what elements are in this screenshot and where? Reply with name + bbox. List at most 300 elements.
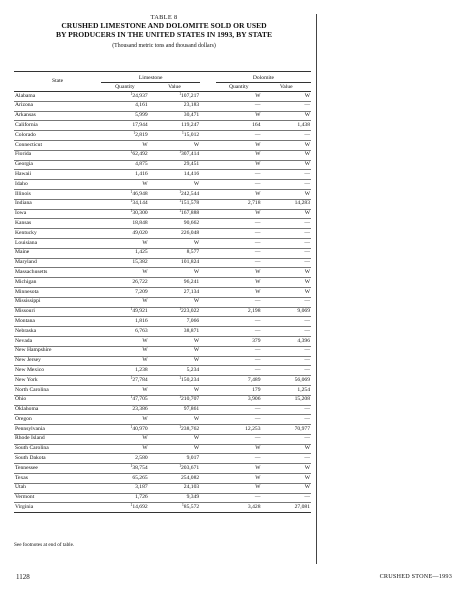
limestone-quantity-cell: [101, 405, 149, 415]
table-row: [14, 327, 311, 337]
limestone-quantity-cell: [101, 209, 149, 219]
dolomite-value-cell: [262, 160, 311, 170]
column-gap: [200, 248, 216, 258]
dolomite-value-cell: [262, 297, 311, 307]
dolomite-value-cell-value: —: [304, 406, 310, 413]
dolomite-value-cell-value: W: [304, 112, 310, 119]
dolomite-quantity-cell-value: —: [254, 415, 261, 422]
limestone-value-cell: [149, 287, 200, 297]
footnote-marker: 1: [130, 503, 133, 508]
column-gap: [200, 425, 216, 435]
table-row: [14, 160, 311, 170]
state-cell: [14, 131, 101, 141]
limestone-value-cell-value: 97,861: [183, 406, 200, 413]
state-cell: [14, 248, 101, 258]
table-row: [14, 219, 311, 229]
footnote-marker: 1: [179, 189, 181, 194]
limestone-quantity-cell-value: 6,763: [135, 327, 148, 334]
limestone-quantity-cell: [101, 111, 149, 121]
limestone-quantity-cell-value: 1,238: [135, 366, 148, 373]
limestone-value-cell-value: 7,066: [186, 317, 200, 324]
limestone-quantity-cell-value: 1,726: [135, 494, 148, 501]
limestone-value-cell-value: W: [193, 357, 200, 364]
dolomite-quantity-cell: [216, 229, 262, 239]
dolomite-value-cell: [262, 150, 311, 160]
column-gap: [200, 483, 216, 493]
dolomite-value-cell-value: —: [304, 317, 310, 324]
limestone-quantity-cell: [101, 503, 149, 513]
dolomite-value-cell: [262, 317, 311, 327]
state-cell-value: California: [15, 121, 38, 128]
limestone-quantity-cell: [101, 189, 149, 199]
state-cell: [14, 121, 101, 131]
dolomite-quantity-cell-value: —: [254, 298, 261, 305]
table-row: [14, 395, 311, 405]
column-gap: [200, 385, 216, 395]
limestone-value-cell: [149, 405, 200, 415]
state-cell-value: Maryland: [15, 259, 37, 266]
dolomite-quantity-cell-value: 3,906: [247, 396, 261, 403]
column-gap: [200, 101, 216, 111]
table-row: [14, 248, 311, 258]
state-cell-value: Michigan: [15, 278, 37, 285]
limestone-value-cell: [149, 199, 200, 209]
column-gap: [200, 199, 216, 209]
dolomite-quantity-cell-value: 12,253: [245, 425, 261, 432]
table-row: [14, 346, 311, 356]
column-gap: [200, 434, 216, 444]
column-gap: [200, 297, 216, 307]
limestone-quantity-cell-value: 40,970: [132, 425, 148, 432]
state-cell-value: New Hampshire: [15, 347, 52, 354]
table-row: [14, 454, 311, 464]
state-cell-value: Alabama: [15, 92, 36, 99]
limestone-quantity-cell: [101, 131, 149, 141]
limestone-value-cell-value: 150,234: [181, 376, 200, 383]
state-cell: [14, 425, 101, 435]
limestone-value-cell-value: 9,017: [186, 455, 200, 462]
limestone-value-cell: [149, 366, 200, 376]
dolomite-quantity-cell-value: —: [254, 455, 261, 462]
state-cell-value: New York: [15, 376, 38, 383]
limestone-value-cell-value: W: [193, 268, 200, 275]
limestone-quantity-cell-value: W: [142, 268, 148, 275]
state-cell: [14, 405, 101, 415]
dolomite-value-cell: [262, 180, 311, 190]
dolomite-value-cell-value: —: [304, 259, 310, 266]
footnote-marker: 1: [130, 189, 133, 194]
state-cell-value: South Dakota: [15, 455, 46, 462]
dolomite-value-cell-value: W: [304, 92, 310, 99]
state-cell-value: Louisiana: [15, 239, 38, 246]
dolomite-group-header: Dolomite: [216, 72, 311, 83]
column-gap: [200, 131, 216, 141]
dolomite-value-cell: [262, 376, 311, 386]
state-cell-value: Texas: [15, 474, 28, 481]
state-cell: [14, 268, 101, 278]
limestone-quantity-cell: [101, 385, 149, 395]
table-row: [14, 92, 311, 102]
column-gap: [200, 111, 216, 121]
dolomite-value-cell: [262, 327, 311, 337]
limestone-value-cell-value: 101,824: [181, 259, 200, 266]
footnote-marker: 1: [130, 209, 133, 214]
limestone-value-cell-value: W: [193, 386, 200, 393]
table-row: [14, 376, 311, 386]
dolomite-quantity-cell-value: —: [254, 357, 261, 364]
limestone-value-cell: [149, 268, 200, 278]
limestone-quantity-cell-value: 23,386: [132, 406, 148, 413]
column-gap: [200, 170, 216, 180]
dolomite-value-cell-value: W: [304, 484, 310, 491]
limestone-value-cell-value: W: [193, 337, 200, 344]
table-units-note: (Thousand metric tons and thousand dollars): [112, 43, 216, 49]
column-gap: [200, 219, 216, 229]
dolomite-quantity-cell: [216, 454, 262, 464]
state-cell: [14, 160, 101, 170]
footnote-marker: 1: [179, 375, 181, 380]
state-cell: [14, 385, 101, 395]
state-cell-value: Iowa: [15, 210, 27, 217]
limestone-value-cell-value: W: [193, 415, 200, 422]
limestone-value-cell-value: 96,241: [183, 278, 200, 285]
limestone-value-cell: [149, 356, 200, 366]
state-cell-value: Pennsylvania: [15, 425, 45, 432]
dolomite-value-cell: [262, 189, 311, 199]
limestone-value-cell: [149, 111, 200, 121]
limestone-value-cell: [149, 140, 200, 150]
dolomite-value-cell-value: —: [304, 249, 310, 256]
dolomite-value-cell: [262, 434, 311, 444]
dolomite-quantity-cell: [216, 258, 262, 268]
limestone-value-cell: [149, 189, 200, 199]
dolomite-value-cell-value: —: [304, 366, 310, 373]
limestone-value-cell: [149, 219, 200, 229]
column-gap: [200, 405, 216, 415]
dolomite-quantity-cell-value: —: [254, 170, 261, 177]
limestone-quantity-cell: [101, 297, 149, 307]
column-gap: [200, 474, 216, 484]
table-row: [14, 287, 311, 297]
dolomite-quantity-cell: [216, 121, 262, 131]
limestone-value-cell-value: 107,217: [181, 92, 200, 99]
limestone-value-header: Value: [149, 83, 200, 92]
dolomite-value-cell-value: 56,069: [294, 376, 310, 383]
dolomite-quantity-cell-value: —: [254, 327, 261, 334]
limestone-value-cell: [149, 434, 200, 444]
limestone-value-cell: [149, 258, 200, 268]
footnote-marker: 1: [179, 424, 181, 429]
dolomite-quantity-cell-value: W: [255, 464, 261, 471]
table-row: [14, 503, 311, 513]
state-cell-value: Idaho: [15, 180, 28, 187]
dolomite-value-cell-value: 1,438: [297, 121, 310, 128]
column-gap: [200, 121, 216, 131]
dolomite-quantity-cell-value: W: [255, 288, 261, 295]
limestone-value-cell: [149, 454, 200, 464]
limestone-value-cell-value: 119,247: [181, 121, 200, 128]
state-cell: [14, 483, 101, 493]
running-title: CRUSHED STONE—1993: [379, 573, 452, 580]
state-cell-value: Nebraska: [15, 327, 37, 334]
table-footnote: See footnotes at end of table.: [14, 542, 75, 548]
dolomite-quantity-cell: [216, 474, 262, 484]
dolomite-value-cell: [262, 346, 311, 356]
dolomite-quantity-cell-value: 3,428: [247, 504, 261, 511]
dolomite-value-cell: [262, 248, 311, 258]
state-cell: [14, 297, 101, 307]
limestone-quantity-cell-value: 47,705: [132, 396, 148, 403]
dolomite-quantity-cell-value: —: [254, 180, 261, 187]
dolomite-quantity-cell-value: W: [255, 141, 261, 148]
dolomite-quantity-cell-value: W: [255, 484, 261, 491]
dolomite-value-cell: [262, 101, 311, 111]
dolomite-quantity-cell: [216, 131, 262, 141]
state-cell-value: Kansas: [15, 219, 32, 226]
dolomite-value-cell-value: 9,069: [297, 308, 310, 315]
dolomite-quantity-cell: [216, 219, 262, 229]
limestone-quantity-cell: [101, 483, 149, 493]
limestone-value-cell: [149, 503, 200, 513]
limestone-value-cell-value: 29,451: [183, 161, 200, 168]
dolomite-quantity-cell-value: —: [254, 494, 261, 501]
limestone-quantity-cell: [101, 268, 149, 278]
limestone-quantity-cell-value: 34,144: [132, 200, 148, 207]
footnote-marker: 1: [179, 463, 181, 468]
state-cell: [14, 180, 101, 190]
state-cell: [14, 258, 101, 268]
dolomite-value-cell: [262, 131, 311, 141]
dolomite-quantity-cell: [216, 278, 262, 288]
limestone-value-cell: [149, 150, 200, 160]
footnote-marker: 1: [130, 463, 133, 468]
state-cell-value: Massachusetts: [15, 268, 48, 275]
limestone-value-cell: [149, 229, 200, 239]
column-gap: [200, 327, 216, 337]
footnote-marker: 1: [179, 307, 181, 312]
limestone-value-cell: [149, 297, 200, 307]
limestone-quantity-cell: [101, 170, 149, 180]
dolomite-quantity-cell: [216, 464, 262, 474]
limestone-quantity-cell: [101, 356, 149, 366]
dolomite-value-cell: [262, 474, 311, 484]
state-cell: [14, 307, 101, 317]
dolomite-quantity-cell-value: —: [254, 317, 261, 324]
state-cell: [14, 317, 101, 327]
dolomite-value-cell: [262, 278, 311, 288]
dolomite-value-cell: [262, 454, 311, 464]
limestone-value-cell-value: 242,544: [181, 190, 200, 197]
dolomite-quantity-cell-value: —: [254, 131, 261, 138]
state-cell-value: Maine: [15, 249, 30, 256]
dolomite-value-cell-value: W: [304, 161, 310, 168]
limestone-value-cell: [149, 101, 200, 111]
limestone-value-cell: [149, 238, 200, 248]
column-gap: [200, 503, 216, 513]
table-row: [14, 474, 311, 484]
dolomite-value-cell-value: —: [304, 170, 310, 177]
limestone-quantity-cell: [101, 278, 149, 288]
dolomite-value-cell: [262, 307, 311, 317]
limestone-quantity-cell-value: 2,819: [135, 131, 148, 138]
dolomite-quantity-cell-value: —: [254, 366, 261, 373]
limestone-value-cell: [149, 92, 200, 102]
limestone-quantity-cell: [101, 307, 149, 317]
table-row: [14, 140, 311, 150]
limestone-value-cell: [149, 395, 200, 405]
column-divider-rule: [316, 14, 317, 564]
state-cell-value: Oregon: [15, 415, 32, 422]
dolomite-quantity-cell-value: W: [255, 92, 261, 99]
dolomite-value-cell-value: 14,283: [294, 200, 310, 207]
table-row: [14, 170, 311, 180]
dolomite-quantity-cell: [216, 189, 262, 199]
limestone-quantity-cell-value: 38,754: [132, 464, 148, 471]
limestone-value-cell-value: W: [193, 445, 200, 452]
dolomite-quantity-cell-value: W: [255, 151, 261, 158]
limestone-quantity-cell-value: W: [142, 298, 148, 305]
state-cell: [14, 219, 101, 229]
column-gap: [200, 366, 216, 376]
dolomite-value-cell-value: —: [304, 239, 310, 246]
limestone-value-cell: [149, 317, 200, 327]
column-gap: [200, 346, 216, 356]
state-cell: [14, 356, 101, 366]
column-gap: [200, 238, 216, 248]
column-gap: [200, 229, 216, 239]
column-gap: [200, 356, 216, 366]
limestone-quantity-cell-value: 65,265: [132, 474, 148, 481]
limestone-value-cell: [149, 444, 200, 454]
limestone-quantity-cell-value: 1,816: [135, 317, 148, 324]
dolomite-value-cell: [262, 493, 311, 503]
dolomite-value-cell: [262, 385, 311, 395]
dolomite-quantity-cell-value: W: [255, 112, 261, 119]
state-cell: [14, 376, 101, 386]
footnote-marker: 1: [179, 91, 181, 96]
limestone-quantity-cell: [101, 150, 149, 160]
table-row: [14, 356, 311, 366]
state-cell: [14, 92, 101, 102]
column-gap: [200, 464, 216, 474]
limestone-value-cell: [149, 209, 200, 219]
state-cell-value: Georgia: [15, 161, 33, 168]
limestone-value-cell: [149, 464, 200, 474]
limestone-quantity-cell: [101, 258, 149, 268]
state-cell-value: Kentucky: [15, 229, 37, 236]
dolomite-quantity-cell: [216, 140, 262, 150]
limestone-value-cell-value: 85,572: [183, 504, 200, 511]
table-body: [14, 92, 311, 513]
limestone-value-cell-value: 30,471: [183, 112, 200, 119]
limestone-value-cell-value: 167,888: [181, 210, 200, 217]
limestone-quantity-cell-value: 5,999: [135, 112, 148, 119]
table-row: [14, 180, 311, 190]
dolomite-quantity-cell: [216, 238, 262, 248]
dolomite-value-cell: [262, 170, 311, 180]
column-gap: [200, 376, 216, 386]
dolomite-quantity-cell: [216, 385, 262, 395]
dolomite-value-cell-value: —: [304, 435, 310, 442]
limestone-quantity-cell: [101, 415, 149, 425]
limestone-quantity-cell-value: 30,300: [132, 210, 148, 217]
table-row: [14, 385, 311, 395]
limestone-quantity-cell-value: 15,382: [132, 259, 148, 266]
limestone-value-cell-value: 8,577: [186, 249, 200, 256]
limestone-value-cell-value: 307,414: [181, 151, 200, 158]
header-gap: [200, 83, 216, 92]
dolomite-value-cell: [262, 336, 311, 346]
state-cell: [14, 336, 101, 346]
limestone-value-cell-value: 15,012: [183, 131, 200, 138]
dolomite-quantity-cell-value: W: [255, 445, 261, 452]
limestone-value-cell: [149, 278, 200, 288]
state-cell-value: Arkansas: [15, 112, 36, 119]
limestone-quantity-cell-value: 2,580: [135, 455, 148, 462]
limestone-quantity-cell-value: 4,161: [135, 102, 148, 109]
limestone-quantity-cell-value: W: [142, 239, 148, 246]
dolomite-value-cell: [262, 483, 311, 493]
dolomite-quantity-cell: [216, 356, 262, 366]
limestone-quantity-cell: [101, 454, 149, 464]
state-cell: [14, 434, 101, 444]
dolomite-quantity-cell: [216, 376, 262, 386]
dolomite-quantity-cell-value: —: [254, 435, 261, 442]
dolomite-quantity-cell-value: —: [254, 239, 261, 246]
limestone-quantity-cell: [101, 493, 149, 503]
dolomite-quantity-cell-value: —: [254, 259, 261, 266]
footnote-marker: 1: [133, 130, 136, 135]
dolomite-quantity-cell: [216, 434, 262, 444]
limestone-value-cell-value: 223,022: [181, 308, 200, 315]
state-cell: [14, 464, 101, 474]
dolomite-value-cell-value: 4,396: [297, 337, 310, 344]
state-cell-value: Florida: [15, 151, 32, 158]
limestone-quantity-cell-value: 27,784: [132, 376, 148, 383]
limestone-value-cell-value: 151,578: [181, 200, 200, 207]
table-row: [14, 268, 311, 278]
dolomite-quantity-cell-value: —: [254, 102, 261, 109]
state-cell-value: Oklahoma: [15, 406, 39, 413]
dolomite-value-cell: [262, 395, 311, 405]
dolomite-quantity-cell: [216, 366, 262, 376]
limestone-value-cell: [149, 336, 200, 346]
limestone-quantity-cell: [101, 160, 149, 170]
dolomite-value-cell: [262, 209, 311, 219]
dolomite-value-cell: [262, 268, 311, 278]
limestone-value-cell-value: 5,234: [186, 366, 200, 373]
dolomite-value-cell-value: 15,208: [294, 396, 310, 403]
state-cell: [14, 278, 101, 288]
dolomite-quantity-cell-value: 179: [252, 386, 261, 393]
limestone-value-cell-value: 254,082: [181, 474, 200, 481]
dolomite-value-header: Value: [262, 83, 311, 92]
limestone-quantity-cell-value: 4,875: [135, 161, 148, 168]
dolomite-quantity-cell: [216, 307, 262, 317]
dolomite-value-cell-value: 1,254: [297, 386, 310, 393]
limestone-value-cell: [149, 483, 200, 493]
limestone-quantity-cell-value: 14,692: [132, 504, 148, 511]
footnote-marker: 1: [130, 424, 133, 429]
dolomite-value-cell-value: —: [304, 327, 310, 334]
state-cell: [14, 444, 101, 454]
table-row: [14, 493, 311, 503]
limestone-quantity-cell: [101, 238, 149, 248]
dolomite-value-cell-value: —: [304, 455, 310, 462]
dolomite-value-cell-value: —: [304, 229, 310, 236]
limestone-value-cell-value: W: [193, 180, 200, 187]
limestone-value-cell-value: 23,183: [183, 102, 200, 109]
